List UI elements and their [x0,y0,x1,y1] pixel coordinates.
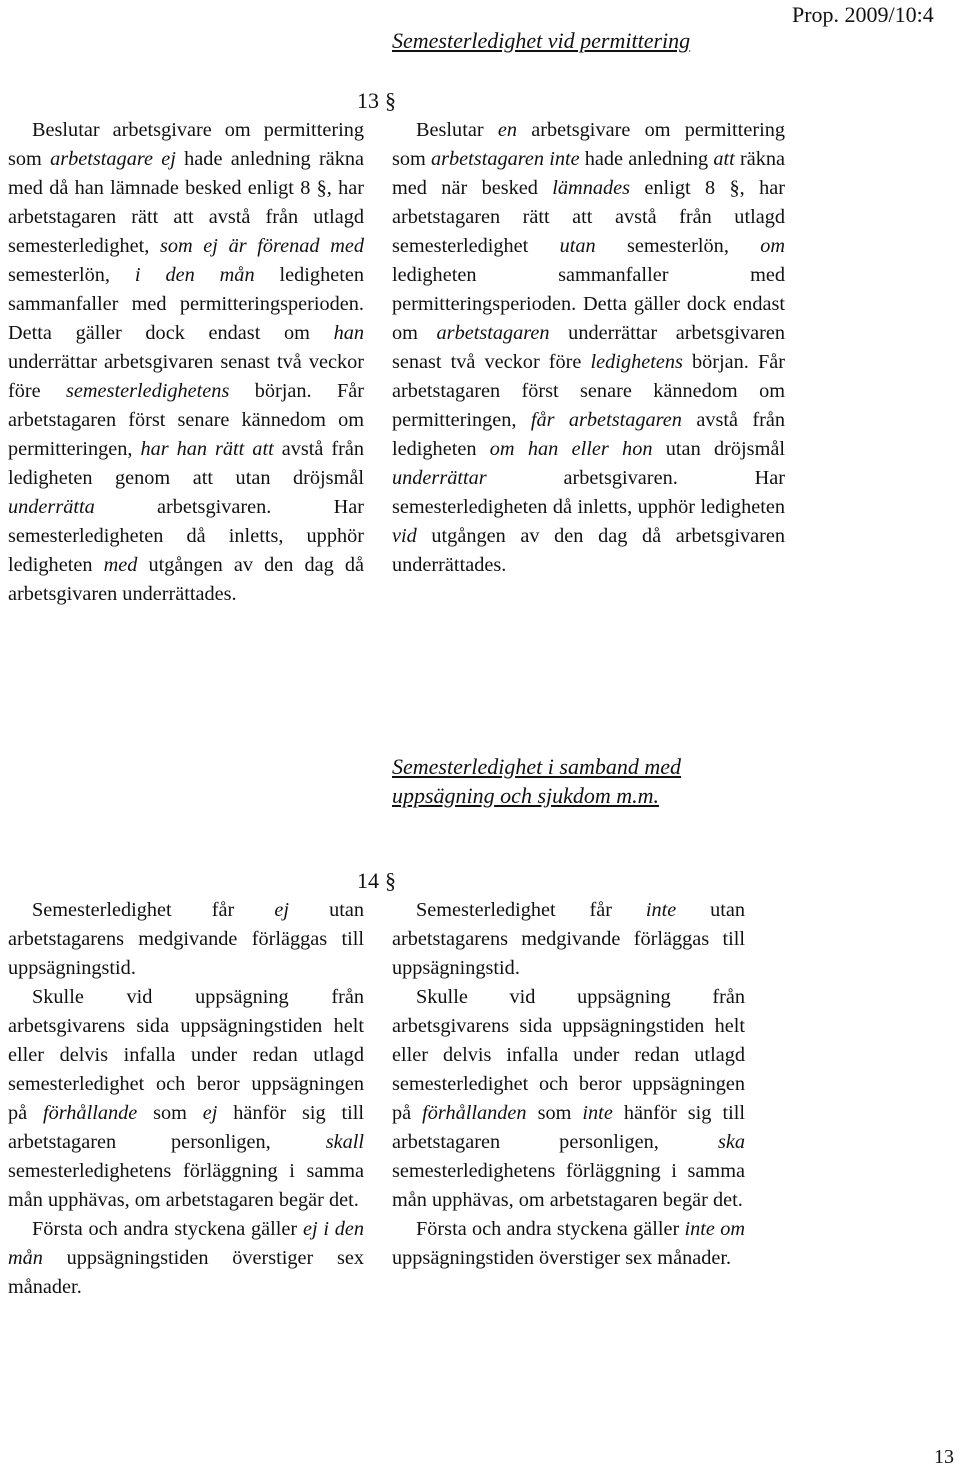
paragraph-number: 13 [357,88,379,113]
paragraph-14-proposed-text [392,896,745,1273]
text-paragraph: Första och andra styckena gäller inte om uppsägningstiden överstiger sex månader. [392,1218,745,1269]
paragraph-14-current-text [8,896,364,1302]
proposition-reference: Prop. 2009/10:4 [792,2,934,27]
text-paragraph: Semesterledighet får ej utan arbetstagarens medgivande förläggas till uppsägningstid. [8,899,364,979]
paragraph-number: 14 [357,868,379,893]
text-paragraph: Semesterledighet får inte utan arbetstagarens medgivande förläggas till uppsägningstid. [392,899,745,979]
paragraph-14-number [357,868,396,894]
page-number: 13 [934,1446,954,1468]
paragraph-13-proposed-text [392,116,785,580]
text-paragraph: Skulle vid uppsägning från arbetsgivarens sida uppsägningstiden helt eller delvis infalla under redan utlagd semesterledighet och beror uppsägningen på förhållande som ej hänför sig till arbetstagaren personligen, skall semesterledighetens förläggning i samma mån upphävas, om arbetstagaren begär det. [8,986,364,1211]
text-paragraph: Beslutar en arbetsgivare om permittering som arbetstagaren inte hade anledning att räkna med när besked lämnades enligt 8 §, har arbetstagaren rätt att avstå från utlagd semesterledighet utan semesterlön, om ledigheten sammanfaller med permitteringsperioden. Detta gäller dock endast om arbetstagaren underrättar arbetsgivaren senast två veckor före ledighetens början. Får arbetstagaren först senare kännedom om permitteringen, får arbetstagaren avstå från ledigheten om han eller hon utan dröjsmål underrättar arbetsgivaren. Har semesterledigheten då inletts, upphör ledigheten vid utgången av den dag då arbetsgivaren underrättades. [392,119,786,576]
section-symbol: § [385,88,396,113]
subheading: Semesterledighet i samband med uppsägning och sjukdom m.m. [392,754,681,808]
text-paragraph: Beslutar arbetsgivare om permittering som arbetstagare ej hade anledning räkna med då han lämnade besked enligt 8 §, har arbetstagaren rätt att avstå från utlagd semesterledighet, som ej är förenad med semesterlön, i den mån ledigheten sammanfaller med permitteringsperioden. Detta gäller dock endast om han underrättar arbetsgivaren senast två veckor före semesterledighetens början. Får arbetstagaren först senare kännedom om permitteringen, har han rätt att avstå från ledigheten genom att utan dröjsmål underrätta arbetsgivaren. Har semesterledigheten då inletts, upphör ledigheten med utgången av den dag då arbetsgivaren underrättades. [8,119,365,605]
text-paragraph: Första och andra styckena gäller ej i den mån uppsägningstiden överstiger sex månader. [8,1218,365,1298]
paragraph-13-number [357,88,396,114]
paragraph-13-current-text [8,116,364,609]
section-title: Semesterledighet vid permittering [392,28,691,53]
text-paragraph: Skulle vid uppsägning från arbetsgivarens sida uppsägningstiden helt eller delvis infalla under redan utlagd semesterledighet och beror uppsägningen på förhållanden som inte hänför sig till arbetstagaren personligen, ska semesterledighetens förläggning i samma mån upphävas, om arbetstagaren begär det. [392,986,745,1211]
section-symbol: § [385,868,396,893]
